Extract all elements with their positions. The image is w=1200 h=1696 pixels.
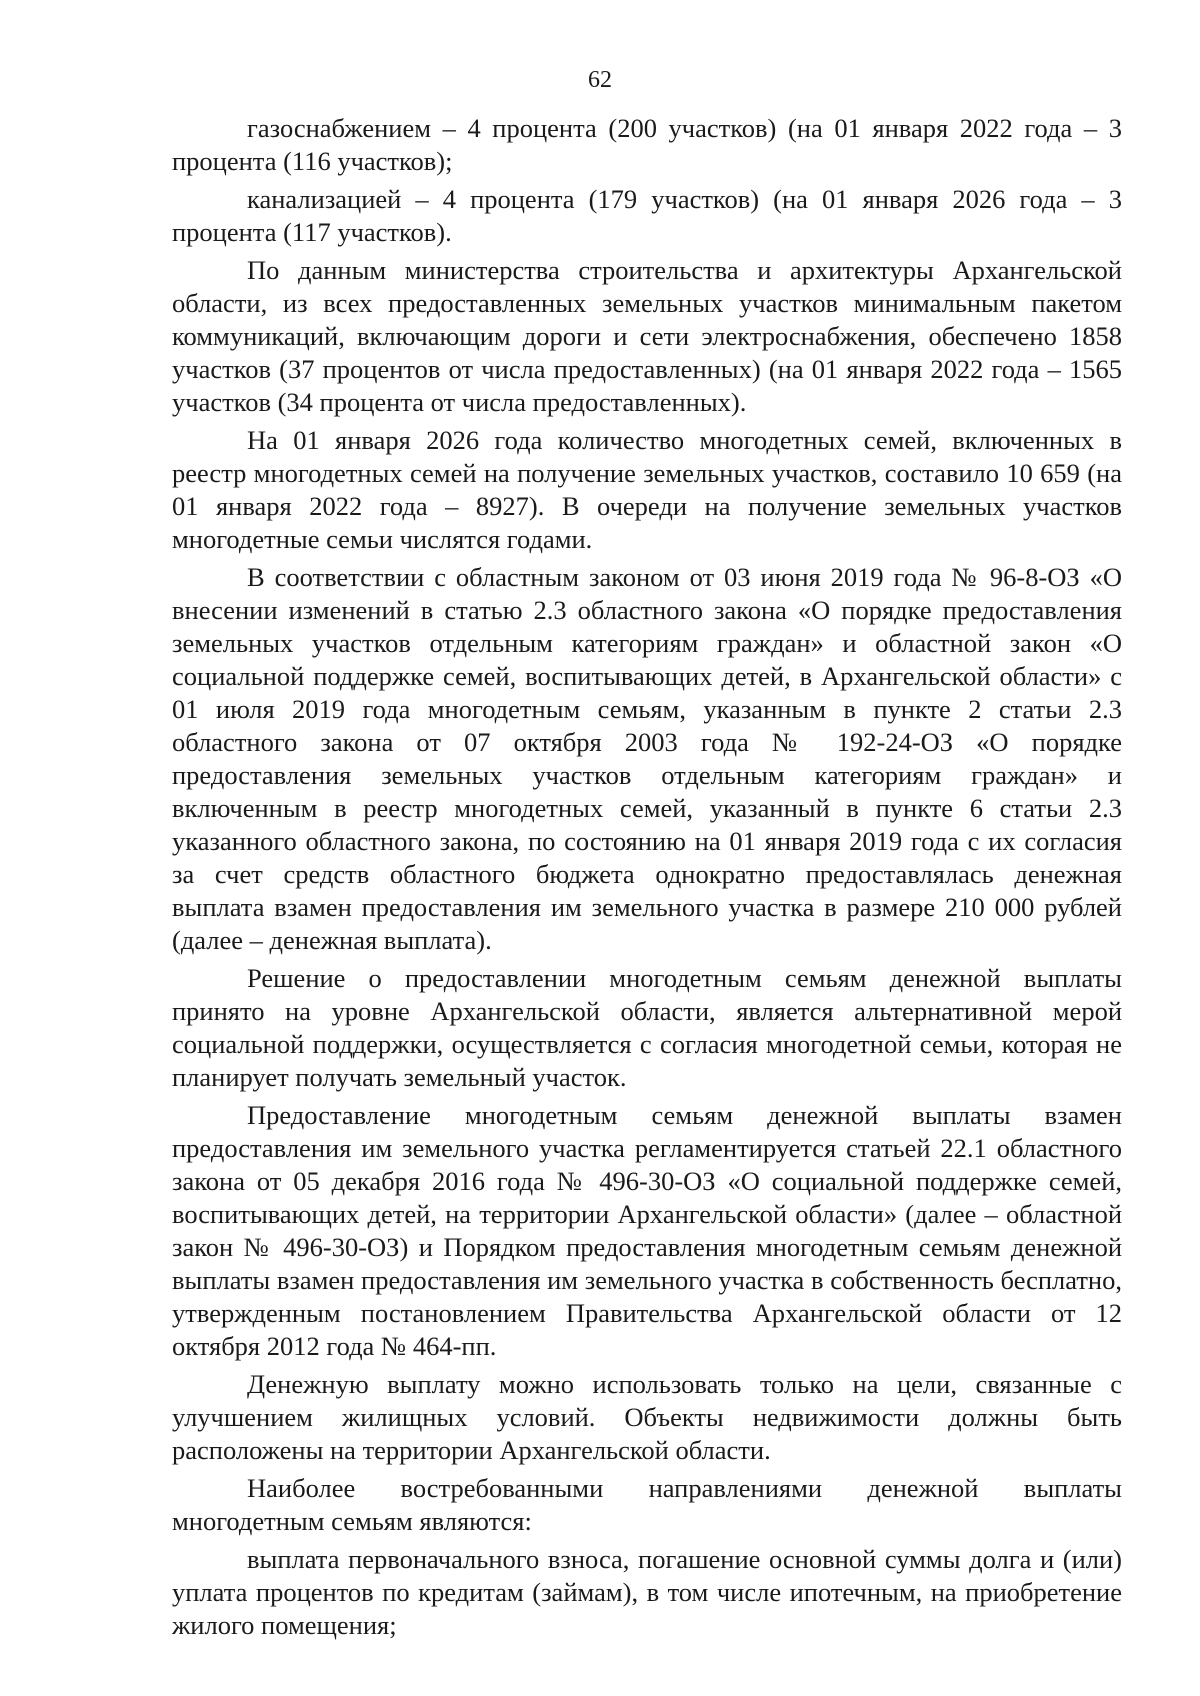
paragraph-payment-use: Денежную выплату можно использовать только на цели, связанные с улучшением жилищных условий. Объекты недвижимости должны быть расположены на территории Архангельской области.: [172, 1369, 1122, 1465]
paragraph-popular-directions: Наиболее востребованными направлениями денежной выплаты многодетным семьям являются:: [172, 1473, 1122, 1536]
paragraph-ministry-data: По данным министерства строительства и архитектуры Архангельской области, из всех предоставленных земельных участков минимальным пакетом коммуникаций, включающим дороги и сети электроснабжения, обеспечено 1858 участков (37 процентов от числа предоставленных) (на 01 января 2022 года – 1565 участков (34 процента от числа предоставленных).: [172, 255, 1122, 417]
paragraph-sewerage: канализацией – 4 процента (179 участков) (на 01 января 2026 года – 3 процента (117 участков).: [172, 184, 1122, 247]
page-number: 62: [588, 67, 612, 93]
paragraph-regulation: Предоставление многодетным семьям денежной выплаты взамен предоставления им земельного участка регламентируется статьей 22.1 областного закона от 05 декабря 2016 года № 496-30-ОЗ «О социальной поддержке семей, воспитывающих детей, на территории Архангельской области» (далее – областной закон № 496-30-ОЗ) и Порядком предоставления многодетным семьям денежной выплаты взамен предоставления им земельного участка в собственность бесплатно, утвержденным постановлением Правительства Архангельской области от 12 октября 2012 года № 464-пп.: [172, 1100, 1122, 1361]
paragraph-registry-count: На 01 января 2026 года количество многодетных семей, включенных в реестр многодетных семей на получение земельных участков, составило 10 659 (на 01 января 2022 года – 8927). В очереди на получение земельных участков многодетные семьи числятся годами.: [172, 425, 1122, 554]
paragraph-regional-law: В соответствии с областным законом от 03 июня 2019 года № 96-8-ОЗ «О внесении изменений в статью 2.3 областного закона «О порядке предоставления земельных участков отдельным категориям граждан» и областной закон «О социальной поддержке семей, воспитывающих детей, в Архангельской области» с 01 июля 2019 года многодетным семьям, указанным в пункте 2 статьи 2.3 областного закона от 07 октября 2003 года № 192-24-ОЗ «О порядке предоставления земельных участков отдельным категориям граждан» и включенным в реестр многодетных семей, указанный в пункте 6 статьи 2.3 указанного областного закона, по состоянию на 01 января 2019 года с их согласия за счет средств областного бюджета однократно предоставлялась денежная выплата взамен предоставления им земельного участка в размере 210 000 рублей (далее – денежная выплата).: [172, 562, 1122, 955]
paragraph-decision: Решение о предоставлении многодетным семьям денежной выплаты принято на уровне Архангельской области, является альтернативной мерой социальной поддержки, осуществляется с согласия многодетной семьи, которая не планирует получать земельный участок.: [172, 963, 1122, 1092]
document-body: [172, 112, 1122, 1647]
paragraph-mortgage-payment: выплата первоначального взноса, погашение основной суммы долга и (или) уплата процентов по кредитам (займам), в том числе ипотечным, на приобретение жилого помещения;: [172, 1544, 1122, 1640]
paragraph-gas-supply: газоснабжением – 4 процента (200 участков) (на 01 января 2022 года – 3 процента (116 участков);: [172, 113, 1122, 176]
